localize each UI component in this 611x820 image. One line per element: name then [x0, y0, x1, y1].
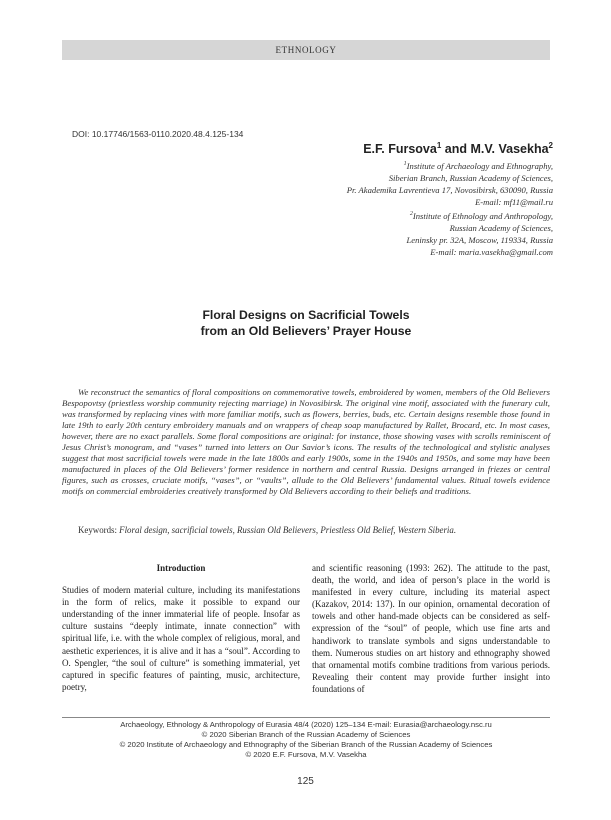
affiliation-1-sup: 1 [403, 161, 407, 167]
paper-title [62, 307, 550, 339]
keywords-label: Keywords: [78, 525, 120, 535]
footer-copyright-3: © 2020 E.F. Fursova, M.V. Vasekha [245, 750, 367, 759]
title-line-1: Floral Designs on Sacrificial Towels [202, 308, 410, 322]
intro-left-text: Studies of modern material culture, including its manifestations in the form of relics, make it possible to expand our understanding of the inner immaterial life of people. Insofar as culture sustains “deeply intimate, innate connection” with spiritual life, i.e. with the whole complex of religious, moral, and aesthetic experiences, it is alive and it has a “soul”. According to O. Spengler, “the soul of culture” is something immaterial, yet captured in specific features of painting, music, architecture, poetry, [62, 585, 300, 692]
affiliation-2-email: E-mail: maria.vasekha@gmail.com [430, 246, 553, 257]
keywords [62, 525, 550, 536]
author-2-sup: 2 [548, 141, 553, 150]
authors-line [173, 141, 553, 156]
affiliation-1-line-1: $^1$Institute of Archaeology and Ethnography, [403, 160, 553, 171]
column-right [312, 562, 550, 695]
keywords-text: Floral design, sacrificial towels, Russian Old Believers, Priestless Old Belief, Western Siberia. [119, 525, 457, 535]
affiliation-1-line-3: Pr. Akademika Lavrentieva 17, Novosibirsk, 630090, Russia [346, 184, 553, 195]
section-header [62, 40, 550, 60]
page-number: 125 [297, 776, 314, 787]
footer [62, 720, 550, 760]
affiliation-2-line-3: Leninsky pr. 32A, Moscow, 119334, Russia [406, 234, 553, 245]
footer-divider [62, 717, 550, 718]
column-left [62, 562, 300, 693]
affiliations [133, 158, 553, 258]
affiliation-1-email: E-mail: mf11@mail.ru [475, 196, 553, 207]
footer-copyright-2: © 2020 Institute of Archaeology and Ethnography of the Siberian Branch of the Russian Academy of Sciences [119, 740, 493, 749]
introduction-heading: Introduction [156, 563, 206, 573]
affiliation-1-line-2: Siberian Branch, Russian Academy of Sciences, [388, 172, 553, 183]
title-line-2: from an Old Believers’ Prayer House [200, 324, 412, 338]
affiliation-2-line-2: Russian Academy of Sciences, [449, 222, 553, 233]
author-1: E.F. Fursova [363, 142, 437, 157]
footer-copyright-1: © 2020 Siberian Branch of the Russian Academy of Sciences [201, 730, 411, 739]
doi: DOI: 10.17746/1563-0110.2020.48.4.125-134 [72, 129, 244, 139]
abstract: We reconstruct the semantics of floral compositions on commemorative towels, embroidered by women, members of the Old Believers Bespopovtsy (priestless worship community rejecting marriage) in Novosibirsk. The original vine motif, associated with the funerary cult, was transformed by replacing vines with more familiar motifs, such as flowers, berries, buds, etc. Certain designs resemble those found in late 19th to early 20th century embroidery manuals and on wrappers of cheap soap manufactured by Rallet, Brocard, etc. In most cases, however, there are no exact parallels. Some floral compositions are original: for instance, those showing vases with scrolls reminiscent of Jesus Christ’s monogram, and “vases” turned into letters on Our Savior’s icons. The results of the technological and stylistic analyses suggest that most sacrificial towels were made in the late 1800s and early 1900s, some in the 1940s and 1950s, and some may have been manufactured in places of the Old Believers’ former residence in northern and central Russia. Designs arranged in friezes or central figures, such as crosses, cruciate motifs, “vases”, or “vaults”, allude to the Old Believers’ fundamental values. Ritual towels evidence motifs on commercial embroideries creatively transformed by Old Believers according to their beliefs and traditions. [62, 387, 550, 496]
footer-journal-line: Archaeology, Ethnology & Anthropology of Eurasia 48/4 (2020) 125–134 E-mail: Eurasia@archaeology.nsc.ru [120, 720, 492, 729]
intro-right-text: and scientific reasoning (1993: 262). The attitude to the past, death, the world, and idea of person’s place in the world is manifested in every culture, including its material aspect (Kazakov, 2014: 137). In our opinion, ornamental decoration of towels and other hand-made objects can be considered as self-expression of the “soul” of people, which use fine arts and handiwork to translate symbols and signs understandable to them. Numerous studies on art history and ethnography showed that ornamental motifs combine traditions from various periods. Revealing their content may provide further insight into foundations of [312, 563, 550, 694]
affiliation-2-line-1: $^2$Institute of Ethnology and Anthropology, [409, 210, 553, 221]
author-2: M.V. Vasekha [470, 142, 549, 157]
author-1-sup: 1 [436, 141, 442, 150]
section-label: ETHNOLOGY [275, 45, 337, 55]
author-connector: and [441, 142, 471, 157]
affiliation-2-sup: 2 [409, 210, 413, 217]
